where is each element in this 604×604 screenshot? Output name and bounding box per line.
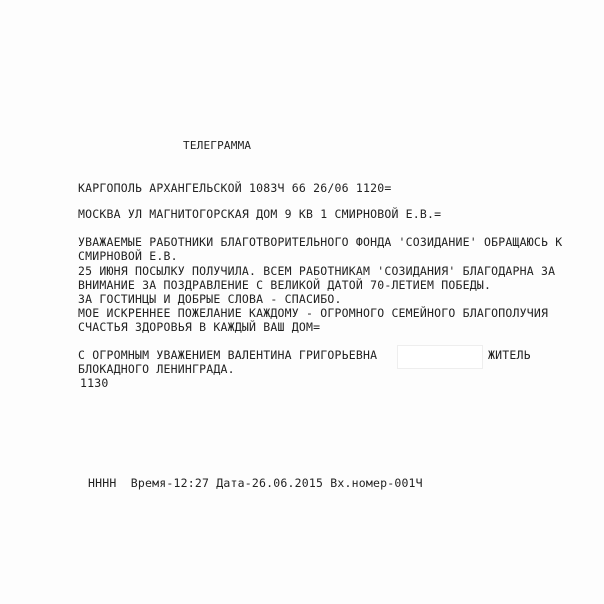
signature-right: ЖИТЕЛЬ xyxy=(488,348,531,362)
body-line: 25 ИЮНЯ ПОСЫЛКУ ПОЛУЧИЛА. ВСЕМ РАБОТНИКАМ 'СОЗИДАНИЯ' БЛАГОДАРНА ЗА xyxy=(78,264,556,278)
footer-line: НННН Время-12:27 Дата-26.06.2015 Вх.номер-001Ч xyxy=(88,476,423,490)
body-line: ВНИМАНИЕ ЗА ПОЗДРАВЛЕНИЕ С ВЕЛИКОЙ ДАТОЙ 70-ЛЕТИЕМ ПОБЕДЫ. xyxy=(78,278,492,292)
route-line: КАРГОПОЛЬ АРХАНГЕЛЬСКОЙ 1083Ч 66 26/06 1120= xyxy=(78,181,392,195)
body-line: СМИРНОВОЙ Е.В. xyxy=(78,249,178,263)
signature-left: С ОГРОМНЫМ УВАЖЕНИЕМ ВАЛЕНТИНА ГРИГОРЬЕВНА xyxy=(78,348,378,362)
body-line: ЗА ГОСТИНЦЫ И ДОБРЫЕ СЛОВА - СПАСИБО. xyxy=(78,292,342,306)
telegram-title: ТЕЛЕГРАММА xyxy=(183,139,252,152)
body-line: СЧАСТЬЯ ЗДОРОВЬЯ В КАЖДЫЙ ВАШ ДОМ= xyxy=(78,320,321,334)
body-line: МОЕ ИСКРЕННЕЕ ПОЖЕЛАНИЕ КАЖДОМУ - ОГРОМНОГО СЕМЕЙНОГО БЛАГОПОЛУЧИЯ xyxy=(78,306,549,320)
address-line: МОСКВА УЛ МАГНИТОГОРСКАЯ ДОМ 9 КВ 1 СМИРНОВОЙ Е.В.= xyxy=(78,207,442,221)
signature-time: 1130 xyxy=(80,376,109,390)
redacted-name-block xyxy=(397,345,483,369)
body-line: УВАЖАЕМЫЕ РАБОТНИКИ БЛАГОТВОРИТЕЛЬНОГО ФОНДА 'СОЗИДАНИЕ' ОБРАЩАЮСЬ К xyxy=(78,235,563,249)
signature-line-2: БЛОКАДНОГО ЛЕНИНГРАДА. xyxy=(78,362,235,376)
